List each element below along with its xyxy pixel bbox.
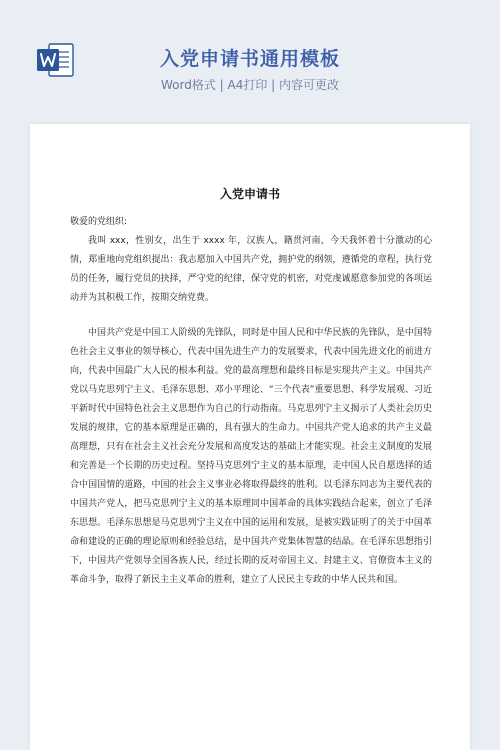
paragraph: 中国共产党是中国工人阶级的先锋队，同时是中国人民和中华民族的先锋队，是中国特色社会主义事业的领导核心，代表中国先进生产力的发展要求，代表中国先进文化的前进方向，代表中国最广大人民的根本利益。党的最高理想和最终目标是实现共产主义。中国共产党以马克思列宁主义、毛泽东思想、邓小平理论、“三个代表”重要思想、科学发展观、习近平新时代中国特色社会主义思想作为自己的行动指南。马克思列宁主义揭示了人类社会历史发展的规律，它的基本原理是正确的，具有强大的生命力。中国共产党人追求的共产主义最高理想，只有在社会主义社会充分发展和高度发达的基础上才能实现。社会主义制度的发展和完善是一个长期的历史过程。坚持马克思列宁主义的基本原理，走中国人民自愿选择的适合中国国情的道路，中国的社会主义事业必将取得最终的胜利。以毛泽东同志为主要代表的中国共产党人，把马克思列宁主义的基本原理同中国革命的具体实践结合起来，创立了毛泽东思想。毛泽东思想是马克思列宁主义在中国的运用和发展，是被实践证明了的关于中国革命和建设的正确的理论原则和经验总结，是中国共产党集体智慧的结晶。在毛泽东思想指引下，中国共产党领导全国各族人民，经过长期的反对帝国主义、封建主义、官僚资本主义的革命斗争，取得了新民主主义革命的胜利，建立了人民民主专政的中华人民共和国。: [70, 328, 432, 585]
salutation: 敬爱的党组织:: [70, 217, 128, 227]
header: [0, 0, 500, 110]
document-title: 入党申请书: [219, 187, 280, 201]
paragraph: 我叫 xxx，性别女，出生于 xxxx 年，汉族人，籍贯河南，今天我怀着十分激动的心情，郑重地向党组织提出：我志愿加入中国共产党，拥护党的纲领，遵循党的章程，执行党员的任务，履行党员的抉择，严守党的纪律，保守党的机密，对党虔诚愿意参加党的各项运动并为其积极工作，按期交纳党费。: [70, 236, 432, 303]
document-page: [30, 124, 470, 750]
page-subtitle: Word格式 | A4打印 | 内容可更改: [160, 78, 340, 92]
page-title: 入党申请书通用模板: [159, 48, 340, 70]
